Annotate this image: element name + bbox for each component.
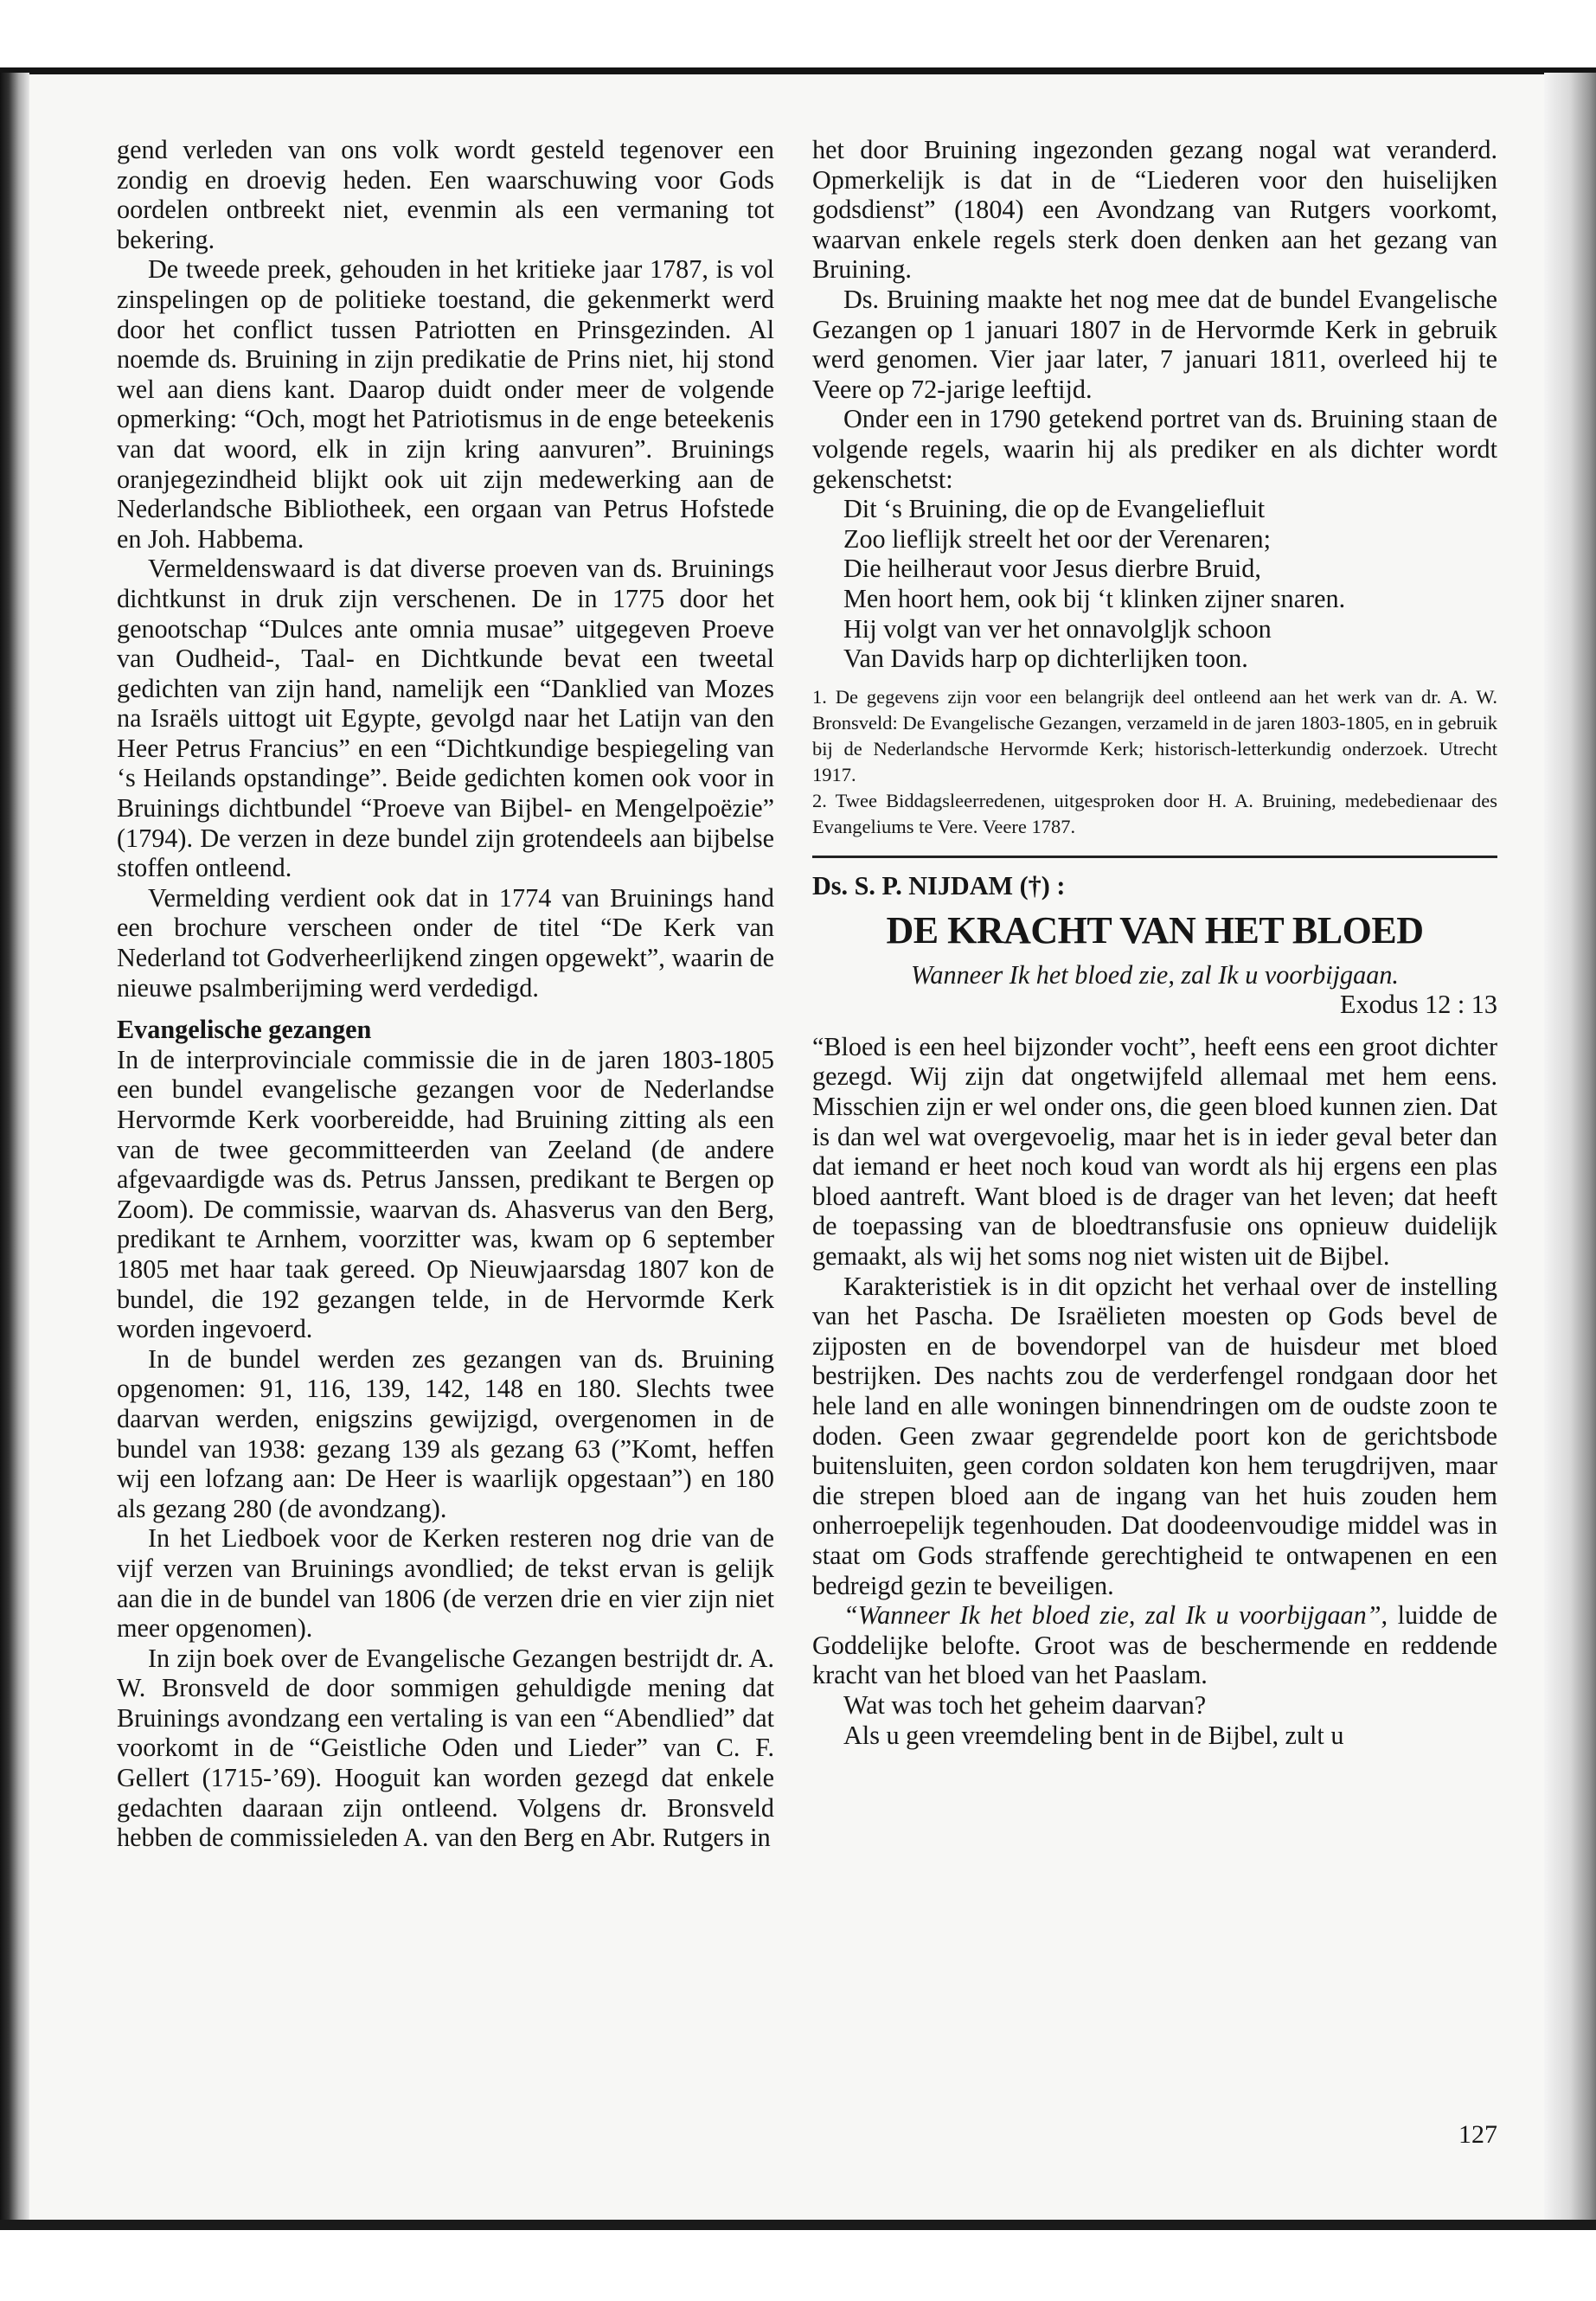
scan-bottom-edge	[0, 2220, 1596, 2301]
page-right-edge	[1544, 73, 1596, 2227]
footnotes	[812, 684, 1497, 840]
footnote: 1. De gegevens zijn voor een belangrijk deel ontleend aan het werk van dr. A. W. Bronsveld: De Evangelische Gezangen, verzameld in de jaren 1803-1805, en in gebruik bij de Nederlandsche Hervormde Kerk; historisch-letterkundig onderzoek. Utrecht 1917.	[812, 685, 1497, 785]
paragraph: het door Bruining ingezonden gezang nogal wat veranderd. Opmerkelijk is dat in de “Liederen voor den huiselijken godsdienst” (1804) een Avondzang van Rutgers voorkomt, waarvan enkele regels sterk doen denken aan het gezang van Bruining.	[812, 135, 1497, 285]
scripture-reference: Exodus 12 : 13	[1340, 990, 1497, 1020]
paragraph: “Bloed is een heel bijzonder vocht”, heeft eens een groot dichter gezegd. Wij zijn dat ongetwijfeld allemaal met hem eens. Misschien zijn er wel onder ons, die geen bloed kunnen zien. Dat is dan wel wat overgevoelig, maar het is in ieder geval beter dan dat iemand er heet noch koud van wordt als hij ergens een plas bloed aantreft. Want bloed is de drager van het leven; dat heeft de toepassing van de bloedtransfusie ons opnieuw duidelijk gemaakt, als wij het soms nog niet wisten uit de Bijbel.	[812, 1031, 1497, 1272]
article-author: Ds. S. P. NIJDAM (†) :	[812, 870, 1066, 901]
divider	[812, 856, 1497, 858]
poem-line: Men hoort hem, ook bij ‘t klinken zijner snaren.	[843, 583, 1346, 613]
poem-line: Dit ‘s Bruining, die op de Evangeliefluit	[843, 494, 1266, 524]
paragraph: Karakteristiek is in dit opzicht het verhaal over de instelling van het Pascha. De Israëlieten moesten op Gods bevel de zijposten en de bovendorpel van de huisdeur met bloed bestrijken. Des nachts zou de verderfengel rondgaan door het hele land en alle woningen binnendringen om de oudste zoon te doden. Geen zwaar gegrendelde poort kon de gerichtsbode buitensluiten, geen cordon soldaten kon hem terugdrijven, maar die strepen bloed aan de ingang van het huis zouden hem onherroepelijk tegenhouden. Dat doodeenvoudige middel was in staat om Gods straffende gerechtigheid te ontwapenen en een bedreigd gezin te beveiligen.	[812, 1271, 1497, 1600]
scan-top-edge	[0, 0, 1596, 73]
poem-line: Die heilheraut voor Jesus dierbre Bruid,	[843, 554, 1261, 584]
magazine-page	[29, 74, 1544, 2220]
footnote: 2. Twee Biddagsleerredenen, uitgesproken door H. A. Bruining, medebedienaar des Evangeliums te Vere. Veere 1787.	[812, 789, 1497, 837]
book-spine-shadow	[0, 73, 29, 2227]
paragraph: In de bundel werden zes gezangen van ds. Bruining opgenomen: 91, 116, 139, 142, 148 en 180. Slechts twee daarvan werden, enigszins gewijzigd, overgenomen in de bundel van 1938: gezang 139 als gezang 63 (”Komt, heffen wij een lofzang aan: De Heer is waarlijk opgestaan”) en 180 als gezang 280 (de avondzang).	[117, 1343, 774, 1523]
quote-continuation: luidde de Goddelijke belofte. Groot was de beschermende en reddende kracht van het bloed van het Paaslam.	[812, 1600, 1498, 1690]
poem-line: Zoo lieflijk streelt het oor der Verenaren;	[843, 523, 1271, 554]
spacer	[812, 1020, 1497, 1032]
poem-line: Van Davids harp op dichterlijken toon.	[843, 644, 1248, 674]
article-motto: Wanneer Ik het bloed zie, zal Ik u voorbijgaan.	[911, 959, 1399, 990]
right-column	[812, 135, 1497, 1750]
paragraph: In het Liedboek voor de Kerken resteren nog drie van de vijf verzen van Bruinings avondlied; de tekst ervan is gelijk aan die in de bundel van 1806 (de verzen drie en vier zijn niet meer opgenomen).	[117, 1523, 774, 1644]
paragraph	[812, 1600, 1497, 1690]
poem-line: Hij volgt van ver het onnavolgljk schoon	[843, 613, 1272, 644]
paragraph: gend verleden van ons volk wordt gesteld tegenover een zondig en droevig heden. Een waarschuwing voor Gods oordelen ontbreekt niet, evenmin als een vermaning tot bekering.	[117, 135, 774, 254]
page-number: 127	[1458, 2120, 1497, 2149]
paragraph: Vermeldenswaard is dat diverse proeven van ds. Bruinings dichtkunst in druk zijn verschenen. De in 1775 door het genootschap “Dulces ante omnia musae” uitgegeven Proeve van Oudheid-, Taal- en Dichtkunde bevat een tweetal gedichten van zijn hand, namelijk een “Danklied van Mozes na Israëls uittogt uit Egypte, gevolgd naar het Latijn van den Heer Petrus Francius” en een “Dichtkundige bespiegeling van ‘s Heilands opstandinge”. Beide gedichten komen ook voor in Bruinings dichtbundel “Proeve van Bijbel- en Mengelpoëzie” (1794). De verzen in deze bundel zijn grotendeels aan bijbelse stoffen ontleend.	[117, 554, 774, 883]
paragraph: Ds. Bruining maakte het nog mee dat de bundel Evangelische Gezangen op 1 januari 1807 in de Hervormde Kerk in gebruik werd genomen. Vier jaar later, 7 januari 1811, overleed hij te Veere op 72-jarige leeftijd.	[812, 284, 1497, 404]
section-heading: Evangelische gezangen	[117, 1015, 372, 1045]
paragraph: Vermelding verdient ook dat in 1774 van Bruinings hand een brochure verscheen onder de titel “De Kerk van Nederland tot Godverheerlijkend zingen opgewekt”, waarin de nieuwe psalmberijming werd verdedigd.	[117, 882, 774, 1003]
left-column	[117, 135, 774, 1853]
paragraph: Wat was toch het geheim daarvan?	[843, 1689, 1207, 1720]
paragraph: De tweede preek, gehouden in het kritieke jaar 1787, is vol zinspelingen op de politieke toestand, die gekenmerkt werd door het conflict tussen Patriotten en Prinsgezinden. Al noemde ds. Bruining in zijn predikatie de Prins niet, hij stond wel aan diens kant. Daarop duidt onder meer de volgende opmerking: “Och, mogt het Patriotismus in de enge beteekenis van dat woord, elk in zijn kring aanvuren”. Bruinings oranjegezindheid blijkt ook uit zijn medewerking aan de Nederlandsche Bibliotheek, een orgaan van Petrus Hofstede en Joh. Habbema.	[117, 254, 774, 554]
paragraph: Onder een in 1790 getekend portret van ds. Bruining staan de volgende regels, waarin hij als prediker en als dichter wordt gekenschetst:	[812, 404, 1497, 494]
paragraph: In de interprovinciale commissie die in de jaren 1803-1805 een bundel evangelische gezangen voor de Nederlandse Hervormde Kerk voorbereidde, had Bruining zitting als een van de twee gecommitteerden van Zeeland (de andere afgevaardigde was ds. Petrus Janssen, predikant te Bergen op Zoom). De commissie, waarvan ds. Ahasverus van den Berg, predikant te Arnhem, voorzitter was, kwam op 6 september 1805 met haar taak gereed. Op Nieuwjaarsdag 1807 kon de bundel, die 192 gezangen telde, in de Hervormde Kerk worden ingevoerd.	[117, 1044, 774, 1344]
portrait-poem	[812, 494, 1497, 674]
paragraph: In zijn boek over de Evangelische Gezangen bestrijdt dr. A. W. Bronsveld de door sommigen gehuldigde mening dat Bruinings avondzang een vertaling is van een “Abendlied” dat voorkomt in de “Geistliche Oden und Lieder” van C. F. Gellert (1715-’69). Hooguit kan worden gezegd dat enkele gedachten daaraan zijn ontleend. Volgens dr. Bronsveld hebben de commissieleden A. van den Berg en Abr. Rutgers in	[117, 1643, 774, 1853]
quote: “Wanneer Ik het bloed zie, zal Ik u voorbijgaan”,	[843, 1600, 1388, 1631]
article-title: DE KRACHT VAN HET BLOED	[886, 908, 1424, 952]
paragraph: Als u geen vreemdeling bent in de Bijbel, zult u	[843, 1720, 1344, 1750]
spacer	[117, 1003, 774, 1015]
